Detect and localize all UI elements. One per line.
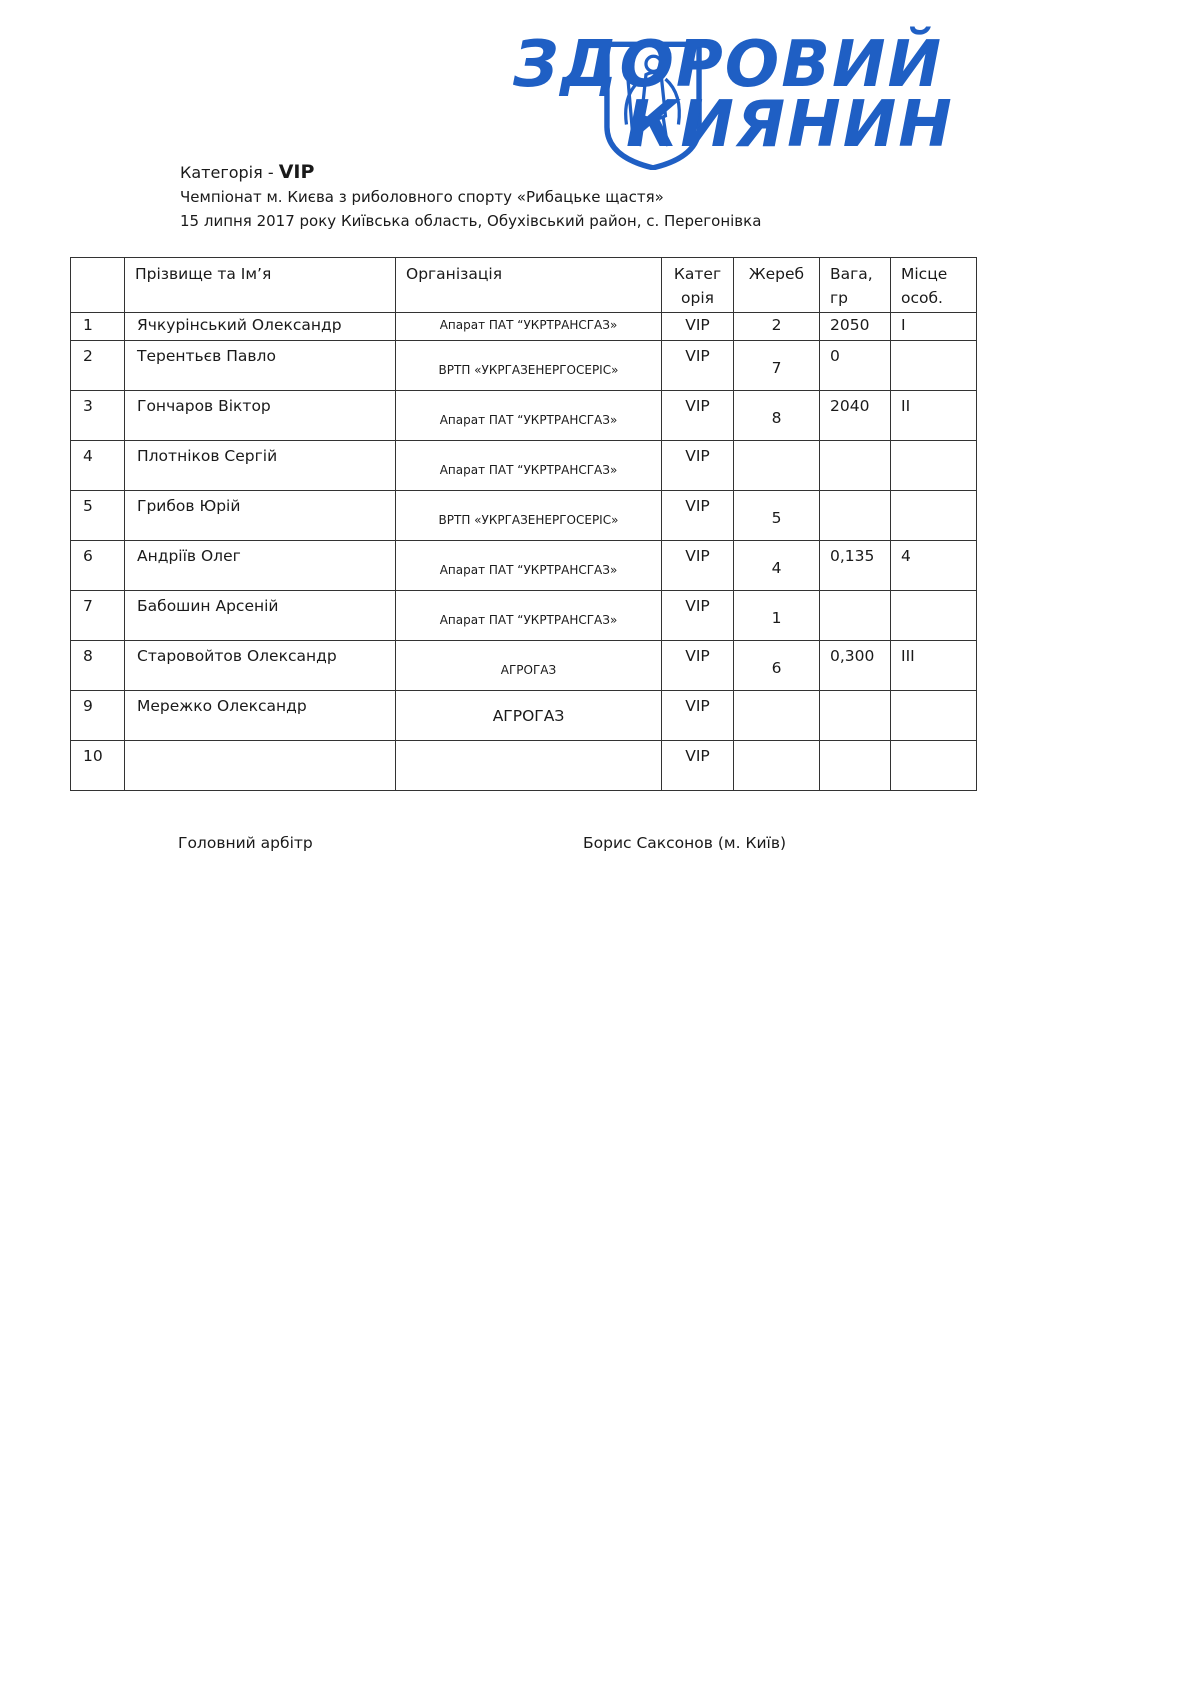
- table-row: [71, 391, 977, 441]
- cell-category: VIP: [662, 641, 734, 691]
- cell-org: Апарат ПАТ “УКРТРАНСГАЗ»: [396, 313, 662, 341]
- cell-weight: 0,300: [820, 641, 891, 691]
- category-prefix: Категорія -: [180, 163, 279, 182]
- cell-name: [125, 741, 396, 791]
- results-table: [70, 257, 977, 791]
- table-row: [71, 441, 977, 491]
- table-row: [71, 491, 977, 541]
- cell-draw: [734, 441, 820, 491]
- logo-text-line2: КИЯНИН: [626, 88, 954, 162]
- cell-name: Плотніков Сергій: [125, 441, 396, 491]
- cell-no: 10: [71, 741, 125, 791]
- cell-no: 9: [71, 691, 125, 741]
- cell-draw: 5: [734, 491, 820, 541]
- cell-draw: 8: [734, 391, 820, 441]
- cell-place: II: [891, 391, 977, 441]
- cell-category: VIP: [662, 313, 734, 341]
- cell-category: VIP: [662, 691, 734, 741]
- cell-category: VIP: [662, 541, 734, 591]
- cell-org: Апарат ПАТ “УКРТРАНСГАЗ»: [396, 441, 662, 491]
- cell-place: [891, 441, 977, 491]
- cell-name: Старовойтов Олександр: [125, 641, 396, 691]
- cell-place: [891, 491, 977, 541]
- cell-name: Бабошин Арсеній: [125, 591, 396, 641]
- cell-place: [891, 591, 977, 641]
- cell-no: 5: [71, 491, 125, 541]
- cell-org: ВРТП «УКРГАЗЕНЕРГОСЕРІС»: [396, 341, 662, 391]
- cell-category: VIP: [662, 341, 734, 391]
- cell-place: I: [891, 313, 977, 341]
- cell-category: VIP: [662, 591, 734, 641]
- table-row: [71, 591, 977, 641]
- cell-no: 3: [71, 391, 125, 441]
- table-row: [71, 341, 977, 391]
- cell-draw: 1: [734, 591, 820, 641]
- cell-weight: [820, 441, 891, 491]
- cell-org: Апарат ПАТ “УКРТРАНСГАЗ»: [396, 391, 662, 441]
- cell-category: VIP: [662, 741, 734, 791]
- cell-weight: [820, 741, 891, 791]
- cell-draw: [734, 691, 820, 741]
- cell-place: 4: [891, 541, 977, 591]
- header-draw: Жереб: [734, 258, 820, 313]
- cell-org: ВРТП «УКРГАЗЕНЕРГОСЕРІС»: [396, 491, 662, 541]
- header-place: Місце особ.: [891, 258, 977, 313]
- cell-place: III: [891, 641, 977, 691]
- cell-weight: [820, 591, 891, 641]
- logo-text-line1: ЗДОРОВИЙ: [513, 28, 944, 102]
- cell-draw: [734, 741, 820, 791]
- cell-weight: [820, 691, 891, 741]
- logo: [408, 28, 954, 164]
- category-value: VIP: [278, 161, 315, 183]
- table-row: [71, 691, 977, 741]
- cell-org: Апарат ПАТ “УКРТРАНСГАЗ»: [396, 591, 662, 641]
- cell-no: 8: [71, 641, 125, 691]
- cell-org: АГРОГАЗ: [396, 691, 662, 741]
- cell-draw: 4: [734, 541, 820, 591]
- cell-no: 4: [71, 441, 125, 491]
- cell-weight: [820, 491, 891, 541]
- cell-category: VIP: [662, 391, 734, 441]
- cell-org: [396, 741, 662, 791]
- cell-name: Гончаров Віктор: [125, 391, 396, 441]
- table-row: [71, 641, 977, 691]
- cell-weight: 2050: [820, 313, 891, 341]
- cell-org: АГРОГАЗ: [396, 641, 662, 691]
- cell-no: 7: [71, 591, 125, 641]
- cell-category: VIP: [662, 491, 734, 541]
- chief-referee-label: Головний арбітр: [178, 834, 313, 852]
- cell-name: Ячкурінський Олександр: [125, 313, 396, 341]
- cell-weight: 0: [820, 341, 891, 391]
- cell-place: [891, 741, 977, 791]
- header-name: Прізвище та Ім’я: [125, 258, 396, 313]
- table-row: [71, 313, 977, 341]
- cell-name: Грибов Юрій: [125, 491, 396, 541]
- cell-name: Андріїв Олег: [125, 541, 396, 591]
- cell-weight: 2040: [820, 391, 891, 441]
- cell-draw: 6: [734, 641, 820, 691]
- cell-draw: 2: [734, 313, 820, 341]
- cell-no: 2: [71, 341, 125, 391]
- header-org: Організація: [396, 258, 662, 313]
- cell-category: VIP: [662, 441, 734, 491]
- cell-place: [891, 691, 977, 741]
- header-no: [71, 258, 125, 313]
- header-weight: Вага, гр: [820, 258, 891, 313]
- cell-no: 1: [71, 313, 125, 341]
- cell-org: Апарат ПАТ “УКРТРАНСГАЗ»: [396, 541, 662, 591]
- table-row: [71, 741, 977, 791]
- table-row: [71, 541, 977, 591]
- cell-weight: 0,135: [820, 541, 891, 591]
- cell-place: [891, 341, 977, 391]
- document-header: [180, 160, 761, 233]
- cell-name: Мережко Олександр: [125, 691, 396, 741]
- date-place-line: 15 липня 2017 року Київська область, Обухівський район, с. Перегонівка: [180, 212, 762, 230]
- table-header-row: [71, 258, 977, 313]
- cell-name: Терентьєв Павло: [125, 341, 396, 391]
- header-category: Катег орія: [662, 258, 734, 313]
- cell-draw: 7: [734, 341, 820, 391]
- cell-no: 6: [71, 541, 125, 591]
- chief-referee-name: Борис Саксонов (м. Київ): [583, 834, 787, 852]
- category-line: [180, 160, 761, 185]
- championship-title: Чемпіонат м. Києва з риболовного спорту «Рибацьке щастя»: [180, 188, 664, 206]
